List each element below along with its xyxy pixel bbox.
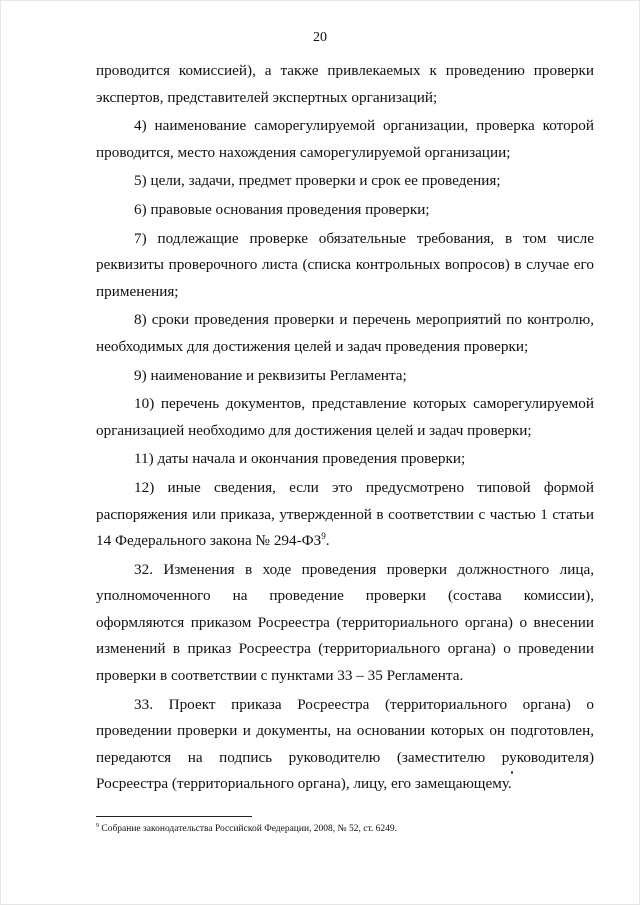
footnote-text: Собрание законодательства Российской Федерации, 2008, № 52, ст. 6249. bbox=[99, 824, 398, 834]
section-33: 33. Проект приказа Росреестра (территориального органа) о проведении проверки и документы, на основании которых он подготовлен, передаются на подпись руководителю (заместителю руководителя) Росреестра (территориального органа), лицу, его замещающему. bbox=[96, 695, 594, 793]
scan-speck bbox=[511, 771, 513, 774]
body-text bbox=[96, 58, 594, 798]
list-item-11: 11) даты начала и окончания проведения проверки; bbox=[134, 450, 466, 468]
list-item-8: 8) сроки проведения проверки и перечень мероприятий по контролю, необходимых для достижения целей и задач проведения проверки; bbox=[96, 311, 594, 355]
paragraph-continuation: проводится комиссией), а также привлекаемых к проведению проверки экспертов, представителей экспертных организаций; bbox=[96, 62, 594, 106]
list-item-7: 7) подлежащие проверке обязательные требования, в том числе реквизиты проверочного листа (списка контрольных вопросов) в случае его применения; bbox=[96, 229, 594, 300]
footnote-separator bbox=[96, 816, 252, 817]
list-item-9: 9) наименование и реквизиты Регламента; bbox=[134, 366, 407, 384]
footnote-ref-period: . bbox=[325, 532, 330, 550]
list-item-12 bbox=[96, 475, 594, 555]
page-number: 20 bbox=[313, 30, 327, 45]
footnote-reference: 9 bbox=[321, 531, 326, 542]
list-item-10: 10) перечень документов, представление которых саморегулируемой организацией необходимо для достижения целей и задач проверки; bbox=[96, 395, 594, 439]
list-item-12-text: 12) иные сведения, если это предусмотрено типовой формой распоряжения или приказа, утвержденной в соответствии с частью 1 статьи 14 Федерального закона № 294-ФЗ bbox=[96, 478, 594, 550]
footnote-number: 9 bbox=[96, 822, 99, 829]
section-32: 32. Изменения в ходе проведения проверки должностного лица, уполномоченного на проведение проверки (состава комиссии), оформляются приказом Росреестра (территориального органа) о внесении изменений в приказ Росреестра (территориального органа) о проведении проверки в соответствии с пунктами 33 – 35 Регламента. bbox=[96, 560, 594, 685]
footnote bbox=[96, 823, 594, 835]
list-item-6: 6) правовые основания проведения проверки; bbox=[134, 200, 430, 218]
list-item-4: 4) наименование саморегулируемой организации, проверка которой проводится, место нахождения саморегулируемой организации; bbox=[96, 117, 594, 161]
list-item-5: 5) цели, задачи, предмет проверки и срок ее проведения; bbox=[134, 172, 501, 190]
